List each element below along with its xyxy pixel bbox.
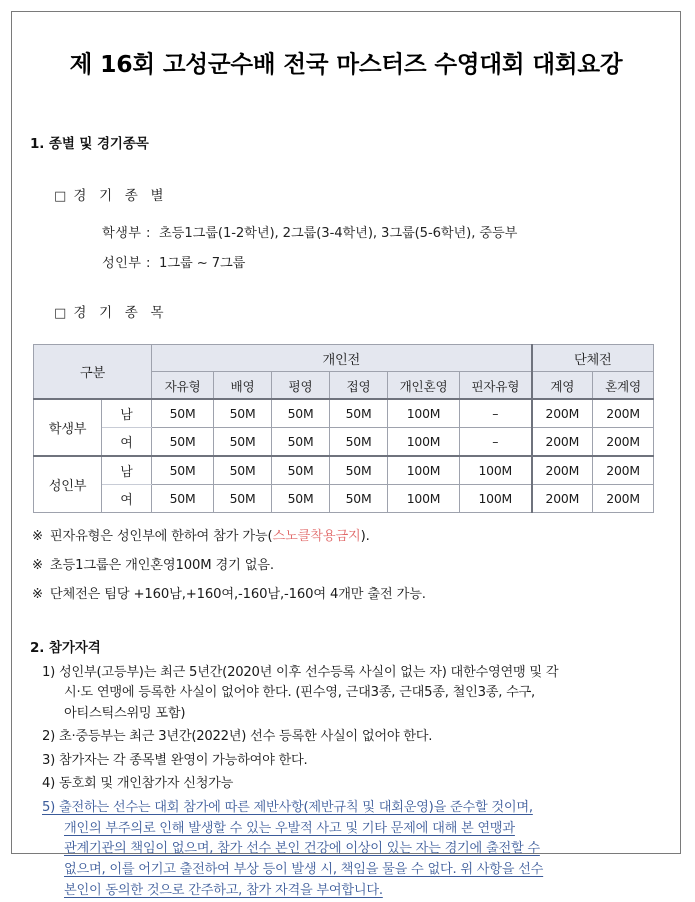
division-adult-key: 성인부 :	[102, 256, 151, 271]
cell-adult-male-fin: 100M	[460, 456, 532, 485]
eligibility-1-line-2: 시·도 연맹에 등록한 사실이 없어야 한다. (핀수영, 근대3종, 근대5종, 철인3종, 수구,	[64, 685, 535, 701]
header-col-freestyle: 자유형	[152, 372, 214, 400]
cell-student-female-relay: 200M	[532, 428, 593, 457]
note-3-text: 단체전은 팀당 +160남,+160여,-160남,-160여 4개만 출전 가능.	[49, 587, 426, 602]
cell-student-female-freestyle: 50M	[152, 428, 214, 457]
row-label-adult: 성인부	[34, 456, 102, 513]
cell-student-female-fin: –	[460, 428, 532, 457]
cell-adult-male-freestyle: 50M	[152, 456, 214, 485]
cell-adult-female-butterfly: 50M	[330, 485, 388, 513]
events-table-container	[12, 321, 680, 513]
eligibility-5-line-3: 관계기관의 책임이 없으며, 참가 선수 본인 건강에 이상이 있는 자는 경기에 출전할 수	[64, 841, 540, 857]
eligibility-list	[12, 656, 680, 902]
division-adult-value: 1그룹 ~ 7그룹	[159, 256, 246, 271]
note-1-text-highlight: 스노클착용금지	[272, 529, 361, 544]
cell-student-female-breaststroke: 50M	[272, 428, 330, 457]
cell-student-male-freestyle: 50M	[152, 399, 214, 428]
division-student-value: 초등1그룹(1-2학년), 2그룹(3-4학년), 3그룹(5-6학년), 중등부	[159, 226, 518, 241]
list-item	[42, 727, 680, 747]
cell-adult-female-relay: 200M	[532, 485, 593, 513]
header-col-butterfly: 접영	[330, 372, 388, 400]
cell-adult-female-freestyle: 50M	[152, 485, 214, 513]
note-2-text: 초등1그룹은 개인혼영100M 경기 없음.	[49, 558, 274, 573]
table-row	[34, 399, 654, 428]
subsection-competition-events	[12, 271, 680, 321]
cell-student-male-medley-relay: 200M	[593, 399, 654, 428]
note-item-3	[32, 583, 680, 602]
eligibility-5-line-2: 개인의 부주의로 인해 발생할 수 있는 우발적 사고 및 기타 문제에 대해 본 연맹과	[64, 820, 515, 836]
division-adult-row	[12, 241, 680, 271]
checkbox-icon: □	[54, 306, 67, 321]
table-row	[34, 456, 654, 485]
notes-list	[12, 513, 680, 602]
header-col-breaststroke: 평영	[272, 372, 330, 400]
note-mark-icon: ※	[32, 558, 43, 573]
cell-adult-male-butterfly: 50M	[330, 456, 388, 485]
eligibility-5-line-5: 본인이 동의한 것으로 간주하고, 참가 자격을 부여합니다.	[64, 883, 383, 899]
eligibility-2-text: 2) 초·중등부는 최근 3년간(2022년) 선수 등록한 사실이 없어야 한다.	[42, 729, 433, 745]
division-student-row	[12, 204, 680, 241]
subsection-competition-divisions	[12, 152, 680, 204]
section-1-heading: 1. 종별 및 경기종목	[30, 136, 149, 152]
row-label-student: 학생부	[34, 399, 102, 456]
document-body	[12, 12, 680, 899]
cell-student-female-medley: 100M	[388, 428, 460, 457]
eligibility-3-text: 3) 참가자는 각 종목별 완영이 가능하여야 한다.	[42, 752, 308, 768]
header-group-team: 단체전	[532, 345, 654, 372]
cell-adult-male-backstroke: 50M	[214, 456, 272, 485]
cell-student-female-butterfly: 50M	[330, 428, 388, 457]
cell-adult-female-backstroke: 50M	[214, 485, 272, 513]
cell-student-male-backstroke: 50M	[214, 399, 272, 428]
cell-student-male-butterfly: 50M	[330, 399, 388, 428]
header-col-medley-relay: 혼계영	[593, 372, 654, 400]
cell-adult-male-relay: 200M	[532, 456, 593, 485]
cell-adult-female-fin: 100M	[460, 485, 532, 513]
section-2-heading: 2. 참가자격	[30, 640, 101, 656]
cell-adult-female-breaststroke: 50M	[272, 485, 330, 513]
cell-adult-male-medley: 100M	[388, 456, 460, 485]
events-table	[33, 344, 654, 513]
header-col-backstroke: 배영	[214, 372, 272, 400]
eligibility-4-text: 4) 동호회 및 개인참가자 신청가능	[42, 776, 234, 792]
eligibility-5-line-1: 5) 출전하는 선수는 대회 참가에 따른 제반사항(제반규칙 및 대회운영)을 준수할 것이며,	[42, 799, 533, 815]
note-item-2	[32, 554, 680, 573]
cell-adult-male-breaststroke: 50M	[272, 456, 330, 485]
cell-adult-female-medley: 100M	[388, 485, 460, 513]
division-student-key: 학생부 :	[102, 226, 151, 241]
cell-student-male-fin: –	[460, 399, 532, 428]
row-gender-male: 남	[102, 399, 152, 428]
cell-student-male-breaststroke: 50M	[272, 399, 330, 428]
list-item-highlighted	[42, 798, 680, 902]
events-table-body	[34, 399, 654, 513]
checkbox-icon: □	[54, 189, 67, 204]
cell-student-female-backstroke: 50M	[214, 428, 272, 457]
subsection-label-events: 경 기 종 목	[73, 305, 168, 321]
cell-student-female-medley-relay: 200M	[593, 428, 654, 457]
eligibility-1-line-3: 아티스틱스위밍 포함)	[64, 705, 186, 721]
subsection-label-divisions: 경 기 종 별	[73, 188, 168, 204]
row-gender-male: 남	[102, 456, 152, 485]
note-item-1	[32, 525, 680, 544]
events-table-header-row-1	[34, 345, 654, 372]
list-item	[42, 663, 680, 724]
cell-student-male-medley: 100M	[388, 399, 460, 428]
row-gender-female: 여	[102, 485, 152, 513]
document-page	[11, 11, 681, 899]
note-mark-icon: ※	[32, 529, 43, 544]
events-table-head	[34, 345, 654, 400]
list-item	[42, 751, 680, 771]
note-1-text-pre: 핀자유형은 성인부에 한하여 참가 가능(	[49, 529, 273, 544]
table-row	[34, 485, 654, 513]
header-gubun: 구분	[34, 345, 152, 400]
header-group-individual: 개인전	[152, 345, 532, 372]
row-gender-female: 여	[102, 428, 152, 457]
cell-student-male-relay: 200M	[532, 399, 593, 428]
cell-adult-male-medley-relay: 200M	[593, 456, 654, 485]
eligibility-1-line-1: 1) 성인부(고등부)는 최근 5년간(2020년 이후 선수등록 사실이 없는 자) 대한수영연맹 및 각	[42, 665, 559, 680]
page-title: 제 16회 고성군수배 전국 마스터즈 수영대회 대회요강	[69, 50, 623, 78]
eligibility-5-line-4: 없으며, 이를 어기고 출전하여 부상 등이 발생 시, 책임을 물을 수 없다. 위 사항을 선수	[64, 862, 544, 878]
list-item	[42, 774, 680, 794]
header-col-individual-medley: 개인혼영	[388, 372, 460, 400]
note-mark-icon: ※	[32, 587, 43, 602]
table-row	[34, 428, 654, 457]
cell-adult-female-medley-relay: 200M	[593, 485, 654, 513]
note-1-text-post: ).	[360, 529, 370, 544]
header-col-freestyle-relay: 계영	[532, 372, 593, 400]
header-col-fin-freestyle: 핀자유형	[460, 372, 532, 400]
